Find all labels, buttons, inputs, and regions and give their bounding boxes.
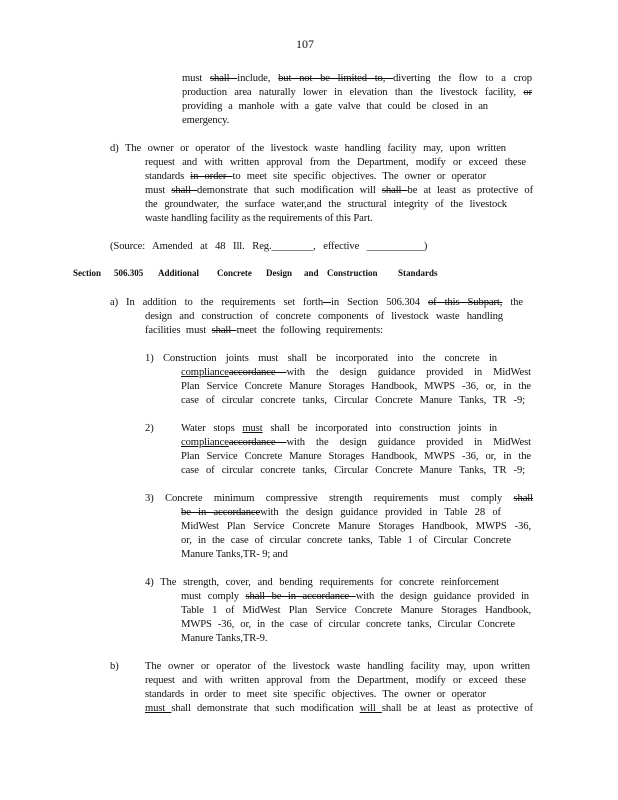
text-line: [181, 422, 497, 436]
item-number: 2): [145, 423, 154, 434]
text-segment: request and with written approval from the Department, modify or exceed these: [145, 675, 526, 686]
text-segment: demonstrate that such modification will: [197, 185, 382, 196]
text-line: [145, 660, 530, 674]
text-segment: must: [182, 73, 210, 84]
underlined-text: compliance: [181, 437, 229, 448]
section-title-word: Additional: [158, 268, 200, 278]
text-line: [181, 380, 531, 394]
text-segment: request and with written approval from the Department, modify or exceed these: [145, 157, 526, 168]
text-segment: 4) The strength, cover, and bending requirements for concrete reinforcement: [145, 577, 499, 588]
struck-text: shall: [381, 185, 408, 196]
struck-text: shall be in accordance: [245, 591, 356, 602]
text-line: [181, 450, 531, 464]
text-line: [181, 520, 531, 534]
section-title-word: Concrete: [217, 268, 252, 278]
struck-text: accordance: [228, 437, 276, 448]
text-segment: 1) Construction joints must shall: [145, 353, 317, 364]
text-segment: emergency.: [182, 115, 230, 126]
section-title-word: Standards: [398, 268, 438, 278]
text-segment: Plan Service Concrete Manure Storages Handbook, MWPS -36, or, in the: [181, 451, 531, 462]
text-segment: with the design guidance provided in: [355, 591, 529, 602]
section-number: 506.305: [114, 268, 144, 278]
struck-text: accordance: [228, 367, 276, 378]
text-line: [145, 492, 533, 506]
struck-text: shall: [171, 185, 197, 196]
text-line: [181, 632, 267, 646]
text-line: [181, 506, 501, 520]
text-line: [182, 100, 488, 114]
underlined-text: compliance: [181, 367, 229, 378]
underlined-text: must: [242, 423, 263, 434]
text-segment: shall be incorporated into construction joints in: [262, 423, 497, 434]
text-segment: design and construction of concrete components of livestock waste handling: [145, 311, 503, 322]
source-note: (Source: Amended at 48 Ill. Reg.________, effective ___________): [110, 241, 428, 252]
struck-text: be in accordance: [181, 507, 261, 518]
struck-text: [275, 437, 286, 448]
text-segment: providing a manhole with a gate valve that could be closed in an: [182, 101, 488, 112]
text-segment: The owner or operator of the livestock waste handling facility may, upon written: [145, 661, 530, 672]
struck-text: shall: [209, 73, 238, 84]
text-line: [110, 296, 523, 310]
text-segment: case of circular concrete tanks, Circular Concrete Manure Tanks, TR -9;: [181, 465, 525, 476]
text-line: [181, 618, 515, 632]
section-title-word: Construction: [327, 268, 378, 278]
section-label: Section: [73, 268, 101, 278]
text-segment: waste handling facility as the requirements of this Part.: [145, 213, 373, 224]
text-line: [181, 436, 531, 450]
text-line: [145, 324, 383, 338]
text-line: [145, 674, 526, 688]
text-segment: Water stops: [181, 423, 243, 434]
struck-text: but not be limited to,: [278, 73, 394, 84]
struck-text: [275, 367, 286, 378]
text-segment: d) The owner or operator of the livestock waste handling facility may, upon written: [110, 143, 506, 154]
text-line: [145, 184, 533, 198]
text-segment: the: [502, 297, 523, 308]
text-segment: MWPS -36, or, in the case of circular concrete tanks, Circular Concrete: [181, 619, 515, 630]
text-line: [145, 198, 507, 212]
text-segment: with the design guidance provided in MidWest: [286, 437, 531, 448]
text-line: [181, 394, 525, 408]
text-line: [181, 590, 529, 604]
text-segment: or, in the case of circular concrete tanks, Table 1 of Circular Concrete: [181, 535, 511, 546]
text-segment: shall demonstrate that such modification: [171, 703, 360, 714]
text-segment: be at least as protective of: [407, 185, 533, 196]
text-segment: with the design guidance provided in MidWest: [286, 367, 531, 378]
underlined-text: must: [145, 703, 172, 714]
text-segment: Table 1 of MidWest Plan Service Concrete Manure Storages Handbook,: [181, 605, 531, 616]
text-segment: must: [145, 185, 172, 196]
text-segment: include,: [237, 73, 279, 84]
text-line: [145, 702, 533, 716]
text-segment: Manure Tanks,TR- 9; and: [181, 549, 288, 560]
text-segment: production area naturally lower in elevation than the livestock facility,: [182, 87, 524, 98]
text-segment: to meet site specific objectives. The owner or operator: [232, 171, 486, 182]
text-line: [110, 142, 506, 156]
text-line: [182, 114, 229, 128]
text-segment: standards: [145, 171, 191, 182]
text-line: [181, 366, 531, 380]
text-line: [181, 604, 531, 618]
text-segment: Manure Tanks,TR-9.: [181, 633, 268, 644]
section-title-word: and: [304, 268, 319, 278]
text-segment: must comply: [181, 591, 246, 602]
text-line: [182, 72, 532, 86]
text-segment: a) In addition to the requirements set forth: [110, 297, 324, 308]
text-segment: shall be at least as protective of: [381, 703, 533, 714]
text-line: [181, 548, 288, 562]
struck-text: or: [523, 87, 532, 98]
text-line: [182, 86, 532, 100]
underlined-text: will: [359, 703, 382, 714]
text-segment: facilities must: [145, 325, 212, 336]
text-line: [145, 576, 499, 590]
text-line: [181, 534, 511, 548]
page-number: 107: [296, 37, 314, 51]
text-segment: MidWest Plan Service Concrete Manure Storages Handbook, MWPS -36,: [181, 521, 531, 532]
text-segment: meet the following requirements:: [236, 325, 383, 336]
struck-text: in order: [190, 171, 233, 182]
text-line: [145, 352, 497, 366]
struck-text: [323, 297, 331, 308]
text-line: [145, 212, 373, 226]
paragraph-label: b): [110, 661, 119, 672]
text-line: [181, 464, 525, 478]
struck-text: of this Subpart,: [427, 297, 503, 308]
text-segment: 3) Concrete minimum compressive strength requirements must comply: [145, 493, 514, 504]
text-segment: in Section 506.304: [331, 297, 428, 308]
text-line: [145, 156, 526, 170]
text-segment: case of circular concrete tanks, Circular Concrete Manure Tanks, TR -9;: [181, 395, 525, 406]
section-title-word: Design: [266, 268, 293, 278]
text-line: [145, 310, 503, 324]
text-line: [145, 170, 486, 184]
struck-text: shall: [513, 493, 533, 504]
text-segment: be incorporated into the concrete in: [316, 353, 497, 364]
text-segment: Plan Service Concrete Manure Storages Handbook, MWPS -36, or, in the: [181, 381, 531, 392]
text-segment: standards in order to meet site specific objectives. The owner or operator: [145, 689, 486, 700]
text-segment: diverting the flow to a crop: [393, 73, 532, 84]
struck-text: shall: [211, 325, 237, 336]
text-segment: the groundwater, the surface water,and the structural integrity of the livestock: [145, 199, 507, 210]
text-line: [145, 688, 486, 702]
text-segment: with the design guidance provided in Table 28 of: [260, 507, 501, 518]
